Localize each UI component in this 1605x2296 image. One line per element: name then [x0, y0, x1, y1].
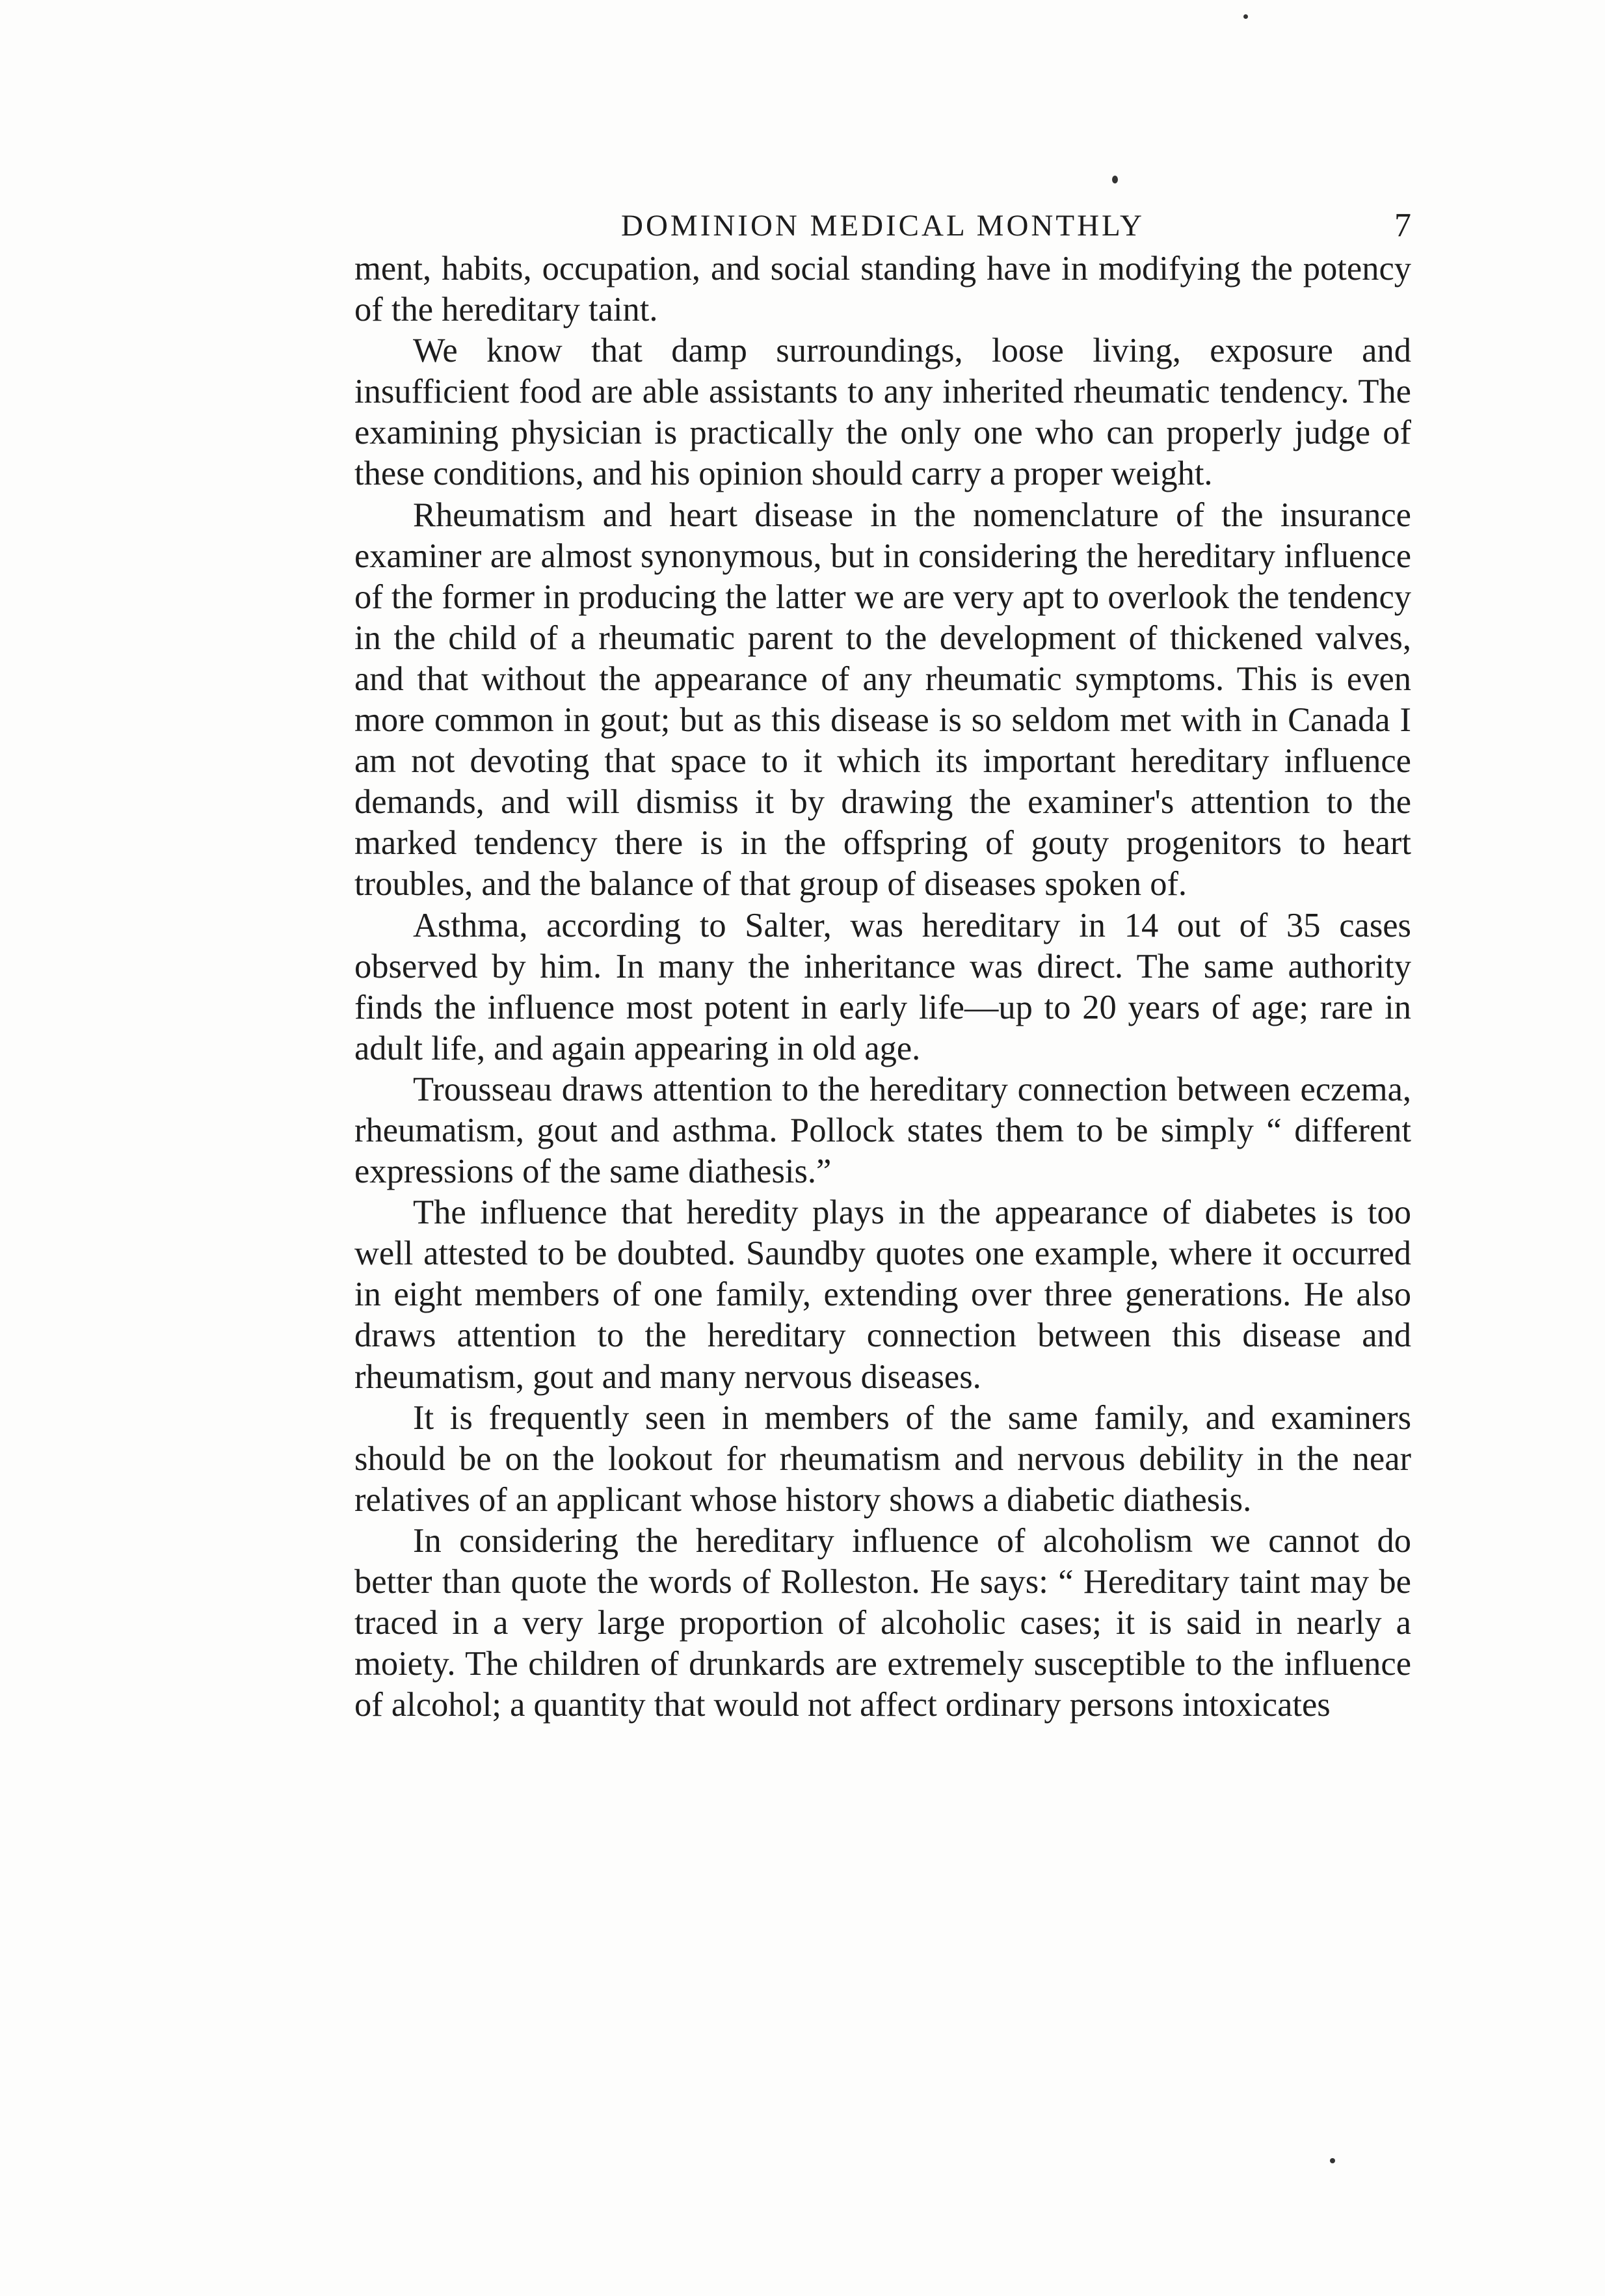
running-title: DOMINION MEDICAL MONTHLY [621, 209, 1145, 243]
paragraph-alcoholism: In considering the hereditary influence of alcoholism we cannot do better than quote the words of Rolleston. He says: “ Hereditary taint may be traced in a very large proportion of alcoholic cases; it is said in nearly a moiety. The children of drunkards are extremely susceptible to the influence of alcohol; a quantity that would not affect ordinary persons intoxicates [354, 1521, 1411, 1724]
paragraph-trousseau: Trousseau draws attention to the hereditary connection between eczema, rheumatism, gout and asthma. Pollock states them to be simply “ different expressions of the same diathesis.” [354, 1070, 1411, 1191]
paragraph-same-family: It is frequently seen in members of the same family, and examiners should be on the lookout for rheumatism and nervous debility in the near relatives of an applicant whose history shows a diabetic diathesis. [354, 1398, 1411, 1519]
body-text [354, 248, 1411, 1726]
paragraph-continuation: ment, habits, occupation, and social standing have in modifying the potency of the hereditary taint. [354, 250, 1411, 329]
paragraph-rheumatism-heart-disease: Rheumatism and heart disease in the nomenclature of the insurance examiner are almost synonymous, but in considering the hereditary influence of the former in producing the latter we are very apt to overlook the tendency in the child of a rheumatic parent to the development of thickened valves, and that without the appearance of any rheumatic symptoms. This is even more common in gout; but as this disease is so seldom met with in Canada I am not devoting that space to it which its important hereditary influence demands, and will dismiss it by drawing the examiner's attention to the marked tendency there is in the offspring of gouty progenitors to heart troubles, and the balance of that group of diseases spoken of. [354, 496, 1411, 903]
ink-speck [1243, 14, 1248, 19]
page-header [354, 203, 1411, 248]
ink-speck [1112, 176, 1118, 183]
page-number: 7 [1394, 207, 1411, 244]
paragraph-damp-surroundings: We know that damp surroundings, loose living, exposure and insufficient food are able assistants to any inherited rheumatic tendency. The examining physician is practically the only one who can properly judge of these conditions, and his opinion should carry a proper weight. [354, 332, 1411, 493]
paragraph-diabetes: The influence that heredity plays in the appearance of diabetes is too well attested to be doubted. Saundby quotes one example, where it occurred in eight members of one family, extending over three generations. He also draws attention to the hereditary connection between this disease and rheumatism, gout and many nervous diseases. [354, 1194, 1411, 1396]
paragraph-asthma: Asthma, according to Salter, was hereditary in 14 out of 35 cases observed by him. In many the inheritance was direct. The same authority finds the influence most potent in early life—up to 20 years of age; rare in adult life, and again appearing in old age. [354, 906, 1411, 1067]
ink-speck [1330, 2158, 1335, 2163]
